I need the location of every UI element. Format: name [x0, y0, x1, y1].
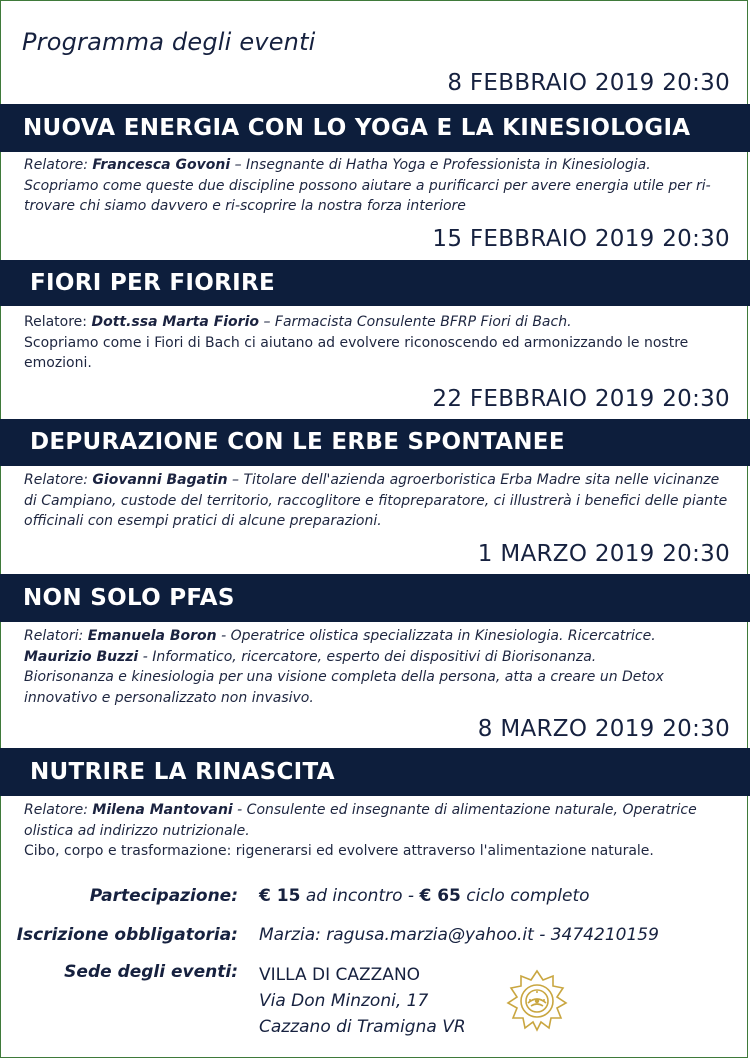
price-single: € 15: [259, 886, 301, 906]
speaker-role: – Insegnante di Hatha Yoga e Professionista in Kinesiologia.: [234, 157, 651, 173]
participation-value: [259, 886, 590, 906]
event-date-2: 15 FEBBRAIO 2019 20:30: [432, 226, 730, 252]
page-title: Programma degli eventi: [22, 28, 316, 56]
venue-street: Via Don Minzoni, 17: [259, 991, 429, 1011]
registration-label: Iscrizione obbligatoria:: [16, 925, 238, 945]
venue-city: Cazzano di Tramigna VR: [259, 1017, 466, 1037]
speaker-name: Dott.ssa Marta Fiorio: [91, 314, 259, 330]
speaker-role: – Titolare dell'azienda agroerboristica Erba Madre sita nelle vicinanze di Campiano, custode del territorio, raccoglitore e fitopreparatore, ci illustrerà i benefici delle piante officinali con esempi pratici di alcune preparazioni.: [24, 472, 728, 529]
event-date-1: 8 FEBBRAIO 2019 20:30: [447, 70, 730, 96]
event-text: Biorisonanza e kinesiologia per una visione completa della persona, atta a creare un Detox innovativo e personalizzato non invasivo.: [24, 669, 664, 706]
speaker-label: Relatore:: [24, 802, 88, 818]
event-title-1: NUOVA ENERGIA CON LO YOGA E LA KINESIOLOGIA: [0, 104, 750, 152]
event-date-5: 8 MARZO 2019 20:30: [477, 716, 730, 742]
speaker-label: Relatore:: [24, 157, 88, 173]
speaker-name: Milena Mantovani: [92, 802, 233, 818]
speaker-name: Emanuela Boron: [87, 628, 217, 644]
event-title-4: NON SOLO PFAS: [0, 574, 750, 622]
event-title-5: NUTRIRE LA RINASCITA: [0, 748, 750, 796]
event-text: Scopriamo come i Fiori di Bach ci aiutano ad evolvere riconoscendo ed armonizzando le nostre emozioni.: [24, 334, 689, 371]
event-description-2: [24, 312, 730, 374]
speaker2-name: Maurizio Buzzi: [24, 648, 139, 665]
speaker-role: - Operatrice olistica specializzata in Kinesiologia. Ricercatrice.: [221, 628, 656, 644]
speaker2-role: - Informatico, ricercatore, esperto dei dispositivi di Biorisonanza.: [142, 648, 597, 665]
event-description-5: [24, 800, 730, 862]
venue-label: Sede degli eventi:: [64, 962, 238, 982]
speaker-label: Relatori:: [24, 628, 84, 644]
event-description-1: [24, 155, 730, 217]
event-date-3: 22 FEBBRAIO 2019 20:30: [432, 386, 730, 412]
mandala-logo-icon: [505, 968, 569, 1032]
venue-name: VILLA DI CAZZANO: [259, 965, 421, 985]
speaker-role: - Consulente ed insegnante di alimentazione naturale, Operatrice olistica ad indirizzo nutrizionale.: [24, 802, 697, 839]
venue-address: [259, 962, 466, 1040]
registration-value: Marzia: ragusa.marzia@yahoo.it - 3474210159: [259, 925, 659, 945]
price-single-text: ad incontro -: [305, 886, 415, 906]
event-date-4: 1 MARZO 2019 20:30: [477, 541, 730, 567]
speaker-name: Giovanni Bagatin: [92, 472, 228, 488]
event-title-3: DEPURAZIONE CON LE ERBE SPONTANEE: [0, 419, 750, 466]
event-text: Cibo, corpo e trasformazione: rigenerarsi ed evolvere attraverso l'alimentazione naturale.: [24, 843, 654, 859]
price-cycle-text: ciclo completo: [466, 886, 590, 906]
event-description-4: [24, 626, 730, 708]
speaker-role: – Farmacista Consulente BFRP Fiori di Bach.: [263, 314, 572, 330]
speaker-name: Francesca Govoni: [92, 157, 231, 173]
speaker-label: Relatore:: [24, 314, 88, 330]
participation-label: Partecipazione:: [89, 886, 238, 906]
event-text: Scopriamo come queste due discipline possono aiutare a purificarci per avere energia utile per ri-trovare chi siamo davvero e ri-scoprire la nostra forza interiore: [24, 177, 711, 214]
event-title-2: FIORI PER FIORIRE: [0, 260, 750, 306]
speaker-label: Relatore:: [24, 472, 88, 488]
event-description-3: [24, 470, 730, 532]
price-cycle: € 65: [419, 886, 461, 906]
